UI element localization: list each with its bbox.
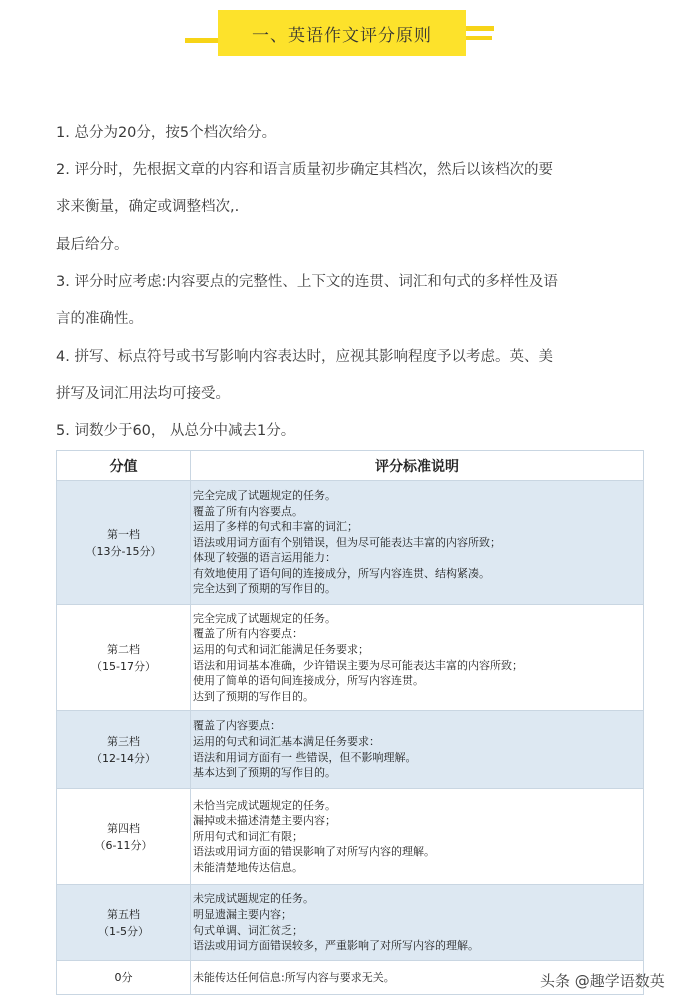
criteria-line: 未能传达任何信息:所写内容与要求无关。 (193, 970, 395, 984)
criteria-line: 明显遗漏主要内容； (193, 907, 292, 921)
criteria-line: 达到了预期的写作目的。 (193, 689, 314, 703)
criteria-line: 有效地使用了语句间的连接成分，所写内容连贯、结构紧凑。 (193, 566, 490, 580)
watermark: 头条 @趣学语数英 (540, 972, 665, 990)
grade-range: （13分-15分） (85, 544, 162, 558)
criteria-line: 未恰当完成试题规定的任务。 (193, 798, 336, 812)
section-title-banner: 一、英语作文评分原则 (218, 10, 466, 56)
criteria-line: 语法和用词方面有一 些错误，但不影响理解。 (193, 750, 417, 764)
rule-line-5: 5. 词数少于60， 从总分中减去1分。 (56, 423, 296, 439)
table-row (57, 789, 644, 885)
grade-range: （15-17分） (91, 659, 156, 673)
grade-cell (57, 961, 191, 995)
criteria-line: 完全达到了预期的写作目的。 (193, 582, 336, 596)
rule-line-2: 2. 评分时，先根据文章的内容和语言质量初步确定其档次，然后以该档次的要 (56, 162, 553, 178)
criteria-line: 未完成试题规定的任务。 (193, 892, 314, 906)
grade-cell (57, 789, 191, 885)
criteria-line: 语法或用词方面错误较多，严重影响了对所写内容的理解。 (193, 939, 479, 953)
criteria-line: 体现了较强的语言运用能力： (193, 551, 336, 565)
criteria-line: 句式单调、词汇贫乏； (193, 923, 303, 937)
criteria-cell (191, 789, 644, 885)
grade-cell (57, 481, 191, 605)
grade-label: 第三档 (107, 734, 140, 748)
criteria-line: 覆盖了内容要点： (193, 719, 281, 733)
criteria-cell (191, 885, 644, 961)
criteria-line: 语法或用词方面的错误影响了对所写内容的理解。 (193, 845, 435, 859)
scoring-table (56, 450, 644, 995)
criteria-line: 漏掉或未描述清楚主要内容； (193, 814, 336, 828)
header-criteria: 评分标准说明 (191, 451, 644, 481)
table-row (57, 711, 644, 789)
grade-label: 0分 (114, 971, 133, 984)
criteria-line: 运用的句式和词汇基本满足任务要求： (193, 734, 380, 748)
table-row (57, 605, 644, 711)
criteria-cell (191, 605, 644, 711)
banner-decoration-right-lower (466, 36, 492, 40)
rule-line-3-cont: 言的准确性。 (56, 311, 143, 327)
criteria-line: 运用了多样的句式和丰富的词汇； (193, 520, 358, 534)
grade-label: 第四档 (107, 821, 140, 835)
criteria-line: 未能清楚地传达信息。 (193, 860, 303, 874)
criteria-line: 所用句式和词汇有限； (193, 829, 303, 843)
criteria-line: 完全完成了试题规定的任务。 (193, 488, 336, 502)
criteria-line: 运用的句式和词汇能满足任务要求； (193, 642, 369, 656)
criteria-line: 使用了简单的语句间连接成分，所写内容连贯。 (193, 674, 424, 688)
grade-cell (57, 605, 191, 711)
header-score: 分值 (57, 451, 191, 481)
grade-range: （6-11分） (94, 838, 153, 852)
grade-range: （1-5分） (98, 924, 149, 938)
grade-range: （12-14分） (91, 751, 156, 765)
table-row (57, 481, 644, 605)
criteria-line: 覆盖了所有内容要点： (193, 627, 303, 641)
rule-line-4-cont: 拼写及词汇用法均可接受。 (56, 386, 230, 402)
rule-line-4: 4. 拼写、标点符号或书写影响内容表达时，应视其影响程度予以考虑。英、美 (56, 349, 553, 365)
table-header-row (57, 451, 644, 481)
criteria-line: 语法或用词方面有个别错误，但为尽可能表达丰富的内容所致； (193, 535, 501, 549)
rule-line-3: 3. 评分时应考虑:内容要点的完整性、上下文的连贯、词汇和句式的多样性及语 (56, 274, 558, 290)
banner-decoration-right (464, 26, 494, 31)
grade-label: 第二档 (107, 642, 140, 656)
grade-label: 第一档 (107, 527, 140, 541)
table-row (57, 885, 644, 961)
criteria-line: 覆盖了所有内容要点。 (193, 504, 303, 518)
criteria-line: 完全完成了试题规定的任务。 (193, 611, 336, 625)
criteria-cell (191, 711, 644, 789)
grade-cell (57, 711, 191, 789)
grade-label: 第五档 (107, 907, 140, 921)
criteria-line: 语法和用词基本准确，少许错误主要为尽可能表达丰富的内容所致； (193, 658, 523, 672)
grade-cell (57, 885, 191, 961)
rule-line-2-end: 最后给分。 (56, 237, 129, 253)
rule-line-2-cont: 求来衡量，确定或调整档次,. (56, 199, 240, 215)
rule-line-1: 1. 总分为20分，按5个档次给分。 (56, 125, 277, 141)
criteria-cell (191, 481, 644, 605)
criteria-line: 基本达到了预期的写作目的。 (193, 766, 336, 780)
